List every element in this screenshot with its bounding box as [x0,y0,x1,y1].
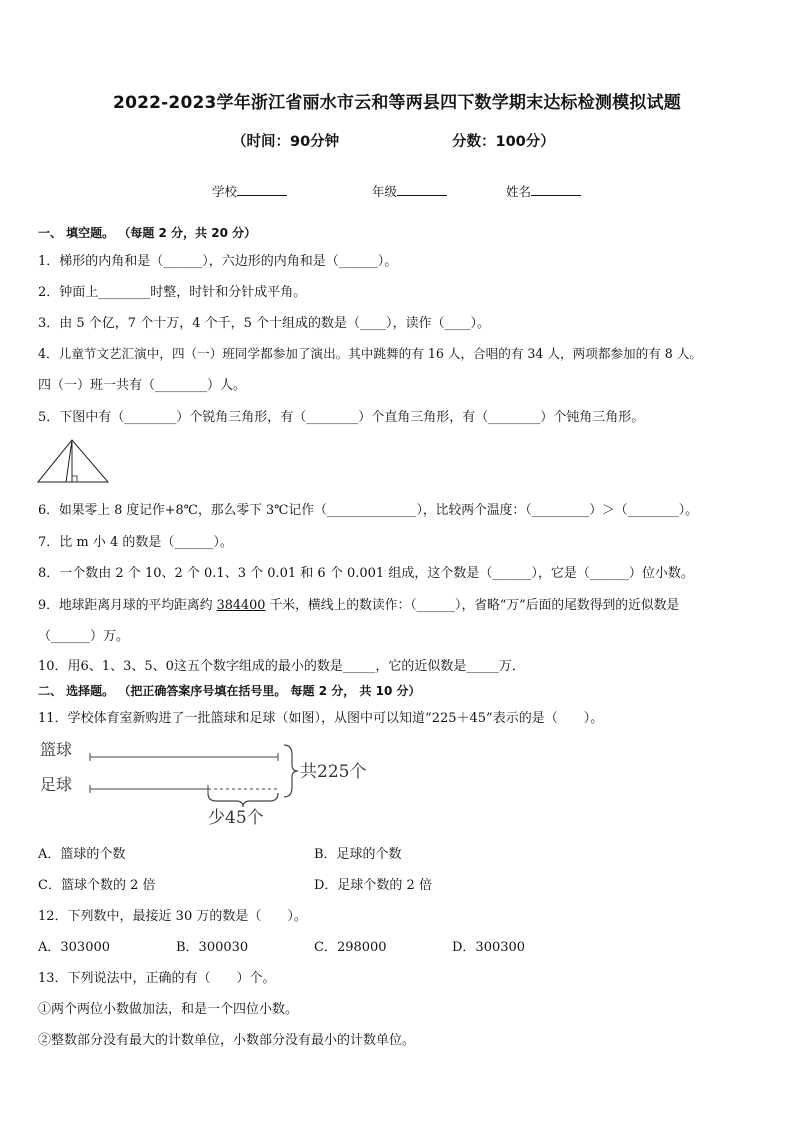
section2-heading: 二、 选择题。 （把正确答案序号填在括号里。 每题 2 分， 共 10 分） [38,684,421,698]
q11-option-c[interactable]: C．篮球个数的 2 倍 [38,878,156,893]
question-4-line2: 四（一）班一共有（________）人。 [38,378,247,393]
question-11: 11．学校体育室新购进了一批篮球和足球（如图），从图中可以知道“225＋45”表示的是（ ）。 [38,711,604,726]
school-field[interactable] [212,182,287,200]
name-blank[interactable] [531,182,581,196]
school-blank[interactable] [237,182,287,196]
question-10: 10．用6、1、3、5、0这五个数字组成的最小的数是_____，它的近似数是_____万． [38,659,525,674]
question-12: 12．下列数中，最接近 30 万的数是（ ）。 [38,909,307,924]
grade-field[interactable] [372,182,447,200]
football-label: 足球 [40,775,73,794]
q11-option-a[interactable]: A．篮球的个数 [38,847,126,862]
question-6: 6．如果零上 8 度记作+8℃，那么零下 3℃记作（______________），比较两个温度：（_________）＞（________）。 [38,503,698,518]
ball-diagram [36,735,366,827]
triangle-figure [36,438,110,484]
question-9-line1 [38,594,679,613]
page-title: 2022-2023学年浙江省丽水市云和等两县四下数学期末达标检测模拟试题 [113,93,681,113]
school-label: 学校 [212,184,238,199]
exam-time: （时间：90分钟 [232,134,340,150]
question-3: 3．由 5 个亿，7 个十万，4 个千，5 个十组成的数是（____），读作（____）。 [38,316,491,331]
question-1: 1．梯形的内角和是（______），六边形的内角和是（______）。 [38,254,398,269]
less-label: 少45个 [208,808,264,827]
question-13: 13．下列说法中，正确的有（ ）个。 [38,971,276,986]
grade-label: 年级 [372,184,398,199]
q9-suffix: 千米，横线上的数读作：（______），省略“万”后面的尾数得到的近似数是 [265,598,680,613]
q12-option-b[interactable]: B．300030 [176,940,249,955]
q12-option-a[interactable]: A．303000 [38,940,111,955]
total-brace [284,745,298,797]
name-label: 姓名 [506,184,532,199]
question-7: 7．比 m 小 4 的数是（______）。 [38,535,233,550]
question-5: 5．下图中有（________）个锐角三角形，有（________）个直角三角形，有（________）个钝角三角形。 [38,410,645,425]
q9-prefix: 9．地球距离月球的平均距离约 [38,598,217,613]
section1-heading: 一、 填空题。 （每题 2 分，共 20 分） [38,226,257,240]
less-brace [208,793,278,807]
question-4-line1: 4．儿童节文艺汇演中，四（一）班同学都参加了演出。其中跳舞的有 16 人，合唱的有 34 人，两项都参加的有 8 人。 [38,346,703,361]
q11-option-b[interactable]: B．足球的个数 [314,847,402,862]
right-angle-mark [72,476,77,482]
q12-option-c[interactable]: C．298000 [314,940,387,955]
q11-option-d[interactable]: D．足球个数的 2 倍 [314,878,432,893]
q9-distance-number: 384400 [216,598,266,613]
q12-option-d[interactable]: D．300300 [452,940,526,955]
question-2: 2．钟面上________时整，时针和分针成平角。 [38,285,307,300]
exam-score: 分数：100分） [452,134,555,150]
total-label: 共225个 [300,762,366,782]
basketball-label: 篮球 [40,740,73,759]
name-field[interactable] [506,182,581,200]
q13-statement-2: ②整数部分没有最大的计数单位，小数部分没有最小的计数单位。 [38,1033,416,1048]
q13-statement-1: ①两个两位小数做加法，和是一个四位小数。 [38,1002,299,1017]
grade-blank[interactable] [397,182,447,196]
question-9-line2: （______）万。 [38,629,130,644]
question-8: 8．一个数由 2 个 10、2 个 0.1、3 个 0.01 和 6 个 0.001 组成，这个数是（______），它是（______）位小数。 [38,566,694,581]
